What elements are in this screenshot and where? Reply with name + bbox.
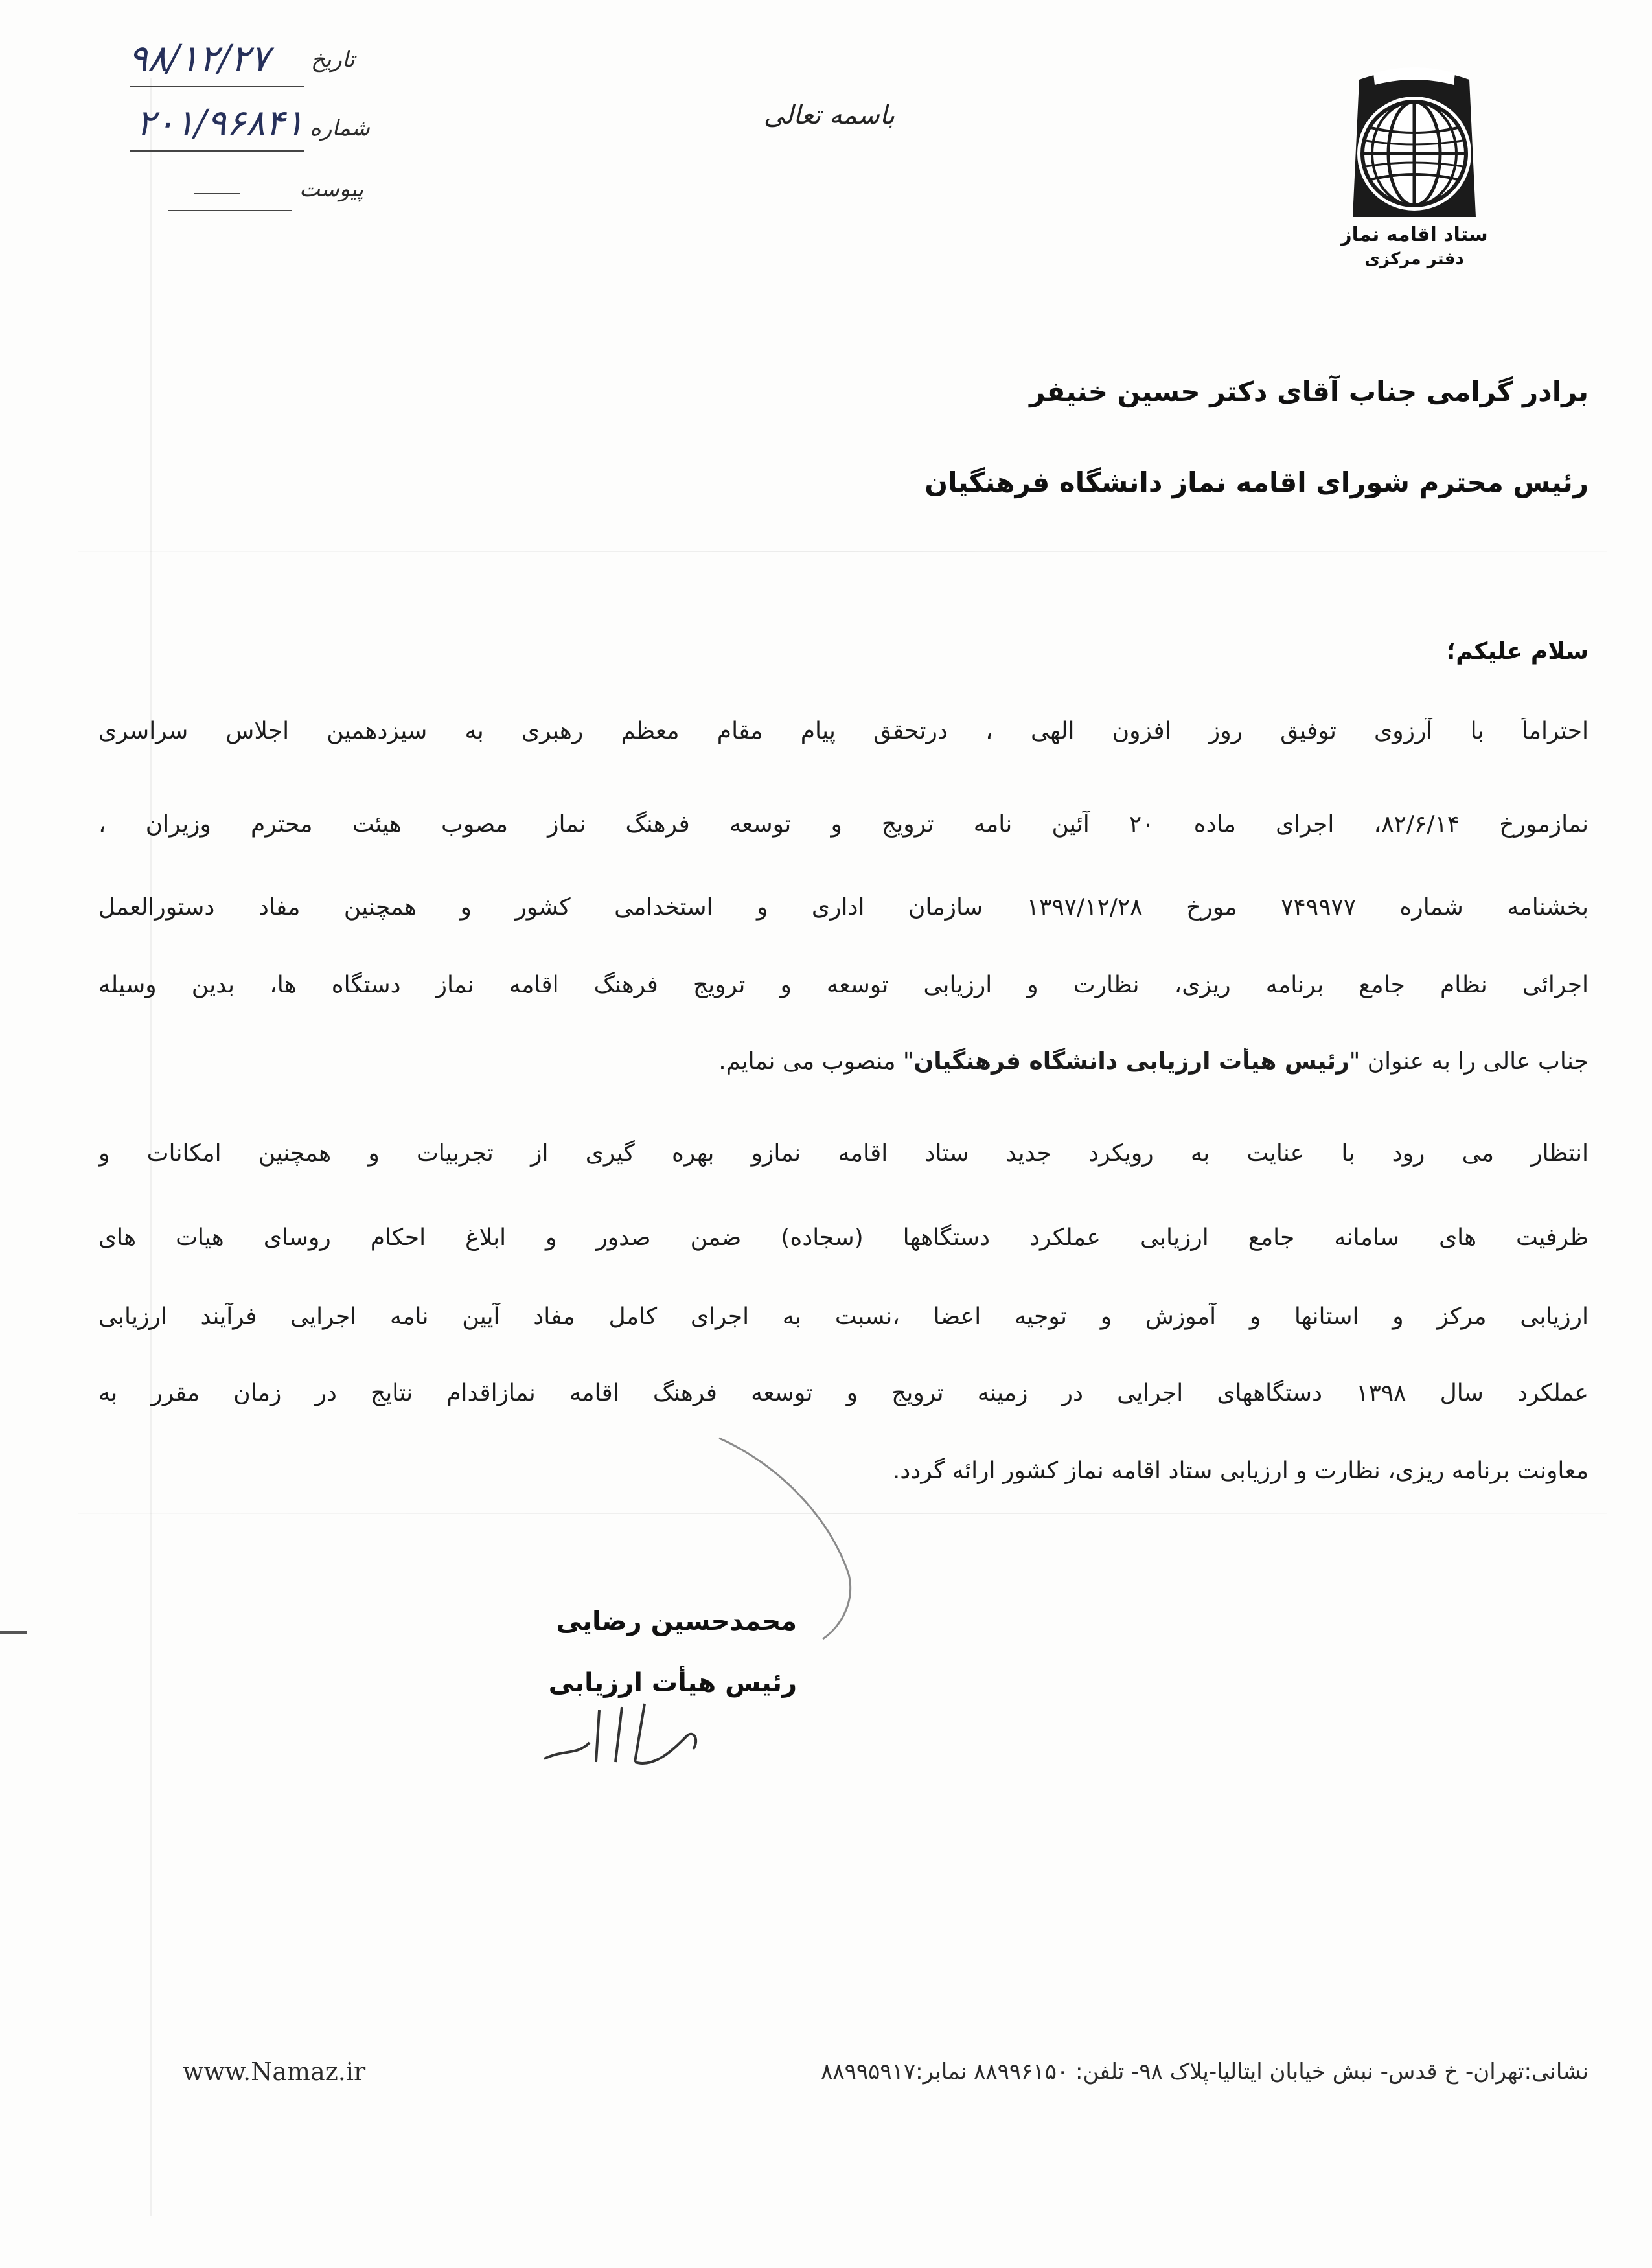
footer-website: www.Namaz.ir — [183, 2057, 366, 2086]
paragraph-2-line-3: ارزیابی مرکز و استانها و آموزش و توجیه اعضا ،نسبت به اجرای کامل مفاد آیین نامه اجرایی فرآیند ارزیابی — [98, 1303, 1589, 1330]
date-label: تاریخ — [311, 47, 355, 73]
paragraph-2-line-2: ظرفیت های سامانه جامع ارزیابی عملکرد دستگاهها (سجاده) ضمن صدور و ابلاغ احکام روسای هیات های — [98, 1224, 1589, 1251]
appointment-text-end: " منصوب می نمایم. — [718, 1048, 914, 1075]
organization-logo — [1340, 62, 1488, 275]
globe-emblem-icon — [1346, 62, 1482, 220]
scan-punch-mark — [0, 1631, 27, 1634]
paragraph-1-line-1: احتراماً با آرزوی توفیق روز افزون الهی ، درتحقق پیام مقام معظم رهبری به سیزدهمین اجلاس سراسری — [98, 718, 1589, 744]
date-value: ۹۸/۱۲/۲۷ — [128, 38, 270, 80]
paragraph-2-line-4: عملکرد سال ۱۳۹۸ دستگاههای اجرایی در زمینه ترویج و توسعه فرهنگ اقامه نمازاقدام نتایج در زمان مقرر به — [98, 1380, 1589, 1406]
paragraph-1-line-5 — [98, 1048, 1589, 1075]
appointment-position: رئیس هیأت ارزیابی دانشگاه فرهنگیان — [913, 1048, 1349, 1075]
recipient-line-2: رئیس محترم شورای اقامه نماز دانشگاه فرهنگیان — [924, 466, 1589, 498]
scan-fold-line — [78, 551, 1607, 552]
greeting: سلام علیکم؛ — [1446, 638, 1589, 665]
appointment-text-start: جناب عالی را به عنوان " — [1349, 1048, 1589, 1075]
footer-address: نشانی:تهران- خ قدس- نبش خیابان ایتالیا-پلاک ۹۸- تلفن: ۸۸۹۹۶۱۵۰ نمابر:۸۸۹۹۵۹۱۷ — [821, 2059, 1589, 2085]
recipient-line-1: برادر گرامی جناب آقای دکتر حسین خنیفر — [1029, 376, 1589, 407]
invocation-heading: باسمه تعالی — [763, 100, 895, 130]
handwritten-signature — [538, 1697, 713, 1775]
signatory-name: محمدحسین رضایی — [556, 1607, 797, 1636]
date-underline — [130, 86, 304, 87]
paragraph-1-line-2: نمازمورخ ۸۲/۶/۱۴، اجرای ماده ۲۰ آئین نامه ترویج و توسعه فرهنگ نماز مصوب هیئت محترم وزیران ، — [98, 811, 1589, 838]
attachment-dash — [194, 193, 240, 194]
number-label: شماره — [310, 115, 370, 141]
logo-name: ستاد اقامه نماز — [1340, 223, 1488, 246]
logo-subtitle: دفتر مرکزی — [1364, 249, 1464, 269]
attachment-underline — [168, 210, 292, 211]
paragraph-2-line-5: معاونت برنامه ریزی، نظارت و ارزیابی ستاد اقامه نماز کشور ارائه گردد. — [892, 1458, 1589, 1484]
paragraph-2-line-1: انتظار می رود با عنایت به رویکرد جدید ستاد اقامه نمازو بهره گیری از تجربیات و همچنین امکانات و — [98, 1140, 1589, 1167]
paragraph-1-line-3: بخشنامه شماره ۷۴۹۹۷۷ مورخ ۱۳۹۷/۱۲/۲۸ سازمان اداری و استخدامی کشور و همچنین مفاد دستورالعمل — [98, 894, 1589, 921]
paragraph-1-line-4: اجرائی نظام جامع برنامه ریزی، نظارت و ارزیابی توسعه و ترویج فرهنگ اقامه نماز دستگاه ها، بدین وسیله — [98, 972, 1589, 998]
number-value: ۲۰۱/۹۶۸۴۱ — [136, 102, 304, 144]
number-underline — [130, 150, 304, 152]
signatory-title: رئیس هیأت ارزیابی — [548, 1668, 797, 1698]
attachment-label: پیوست — [299, 176, 364, 202]
